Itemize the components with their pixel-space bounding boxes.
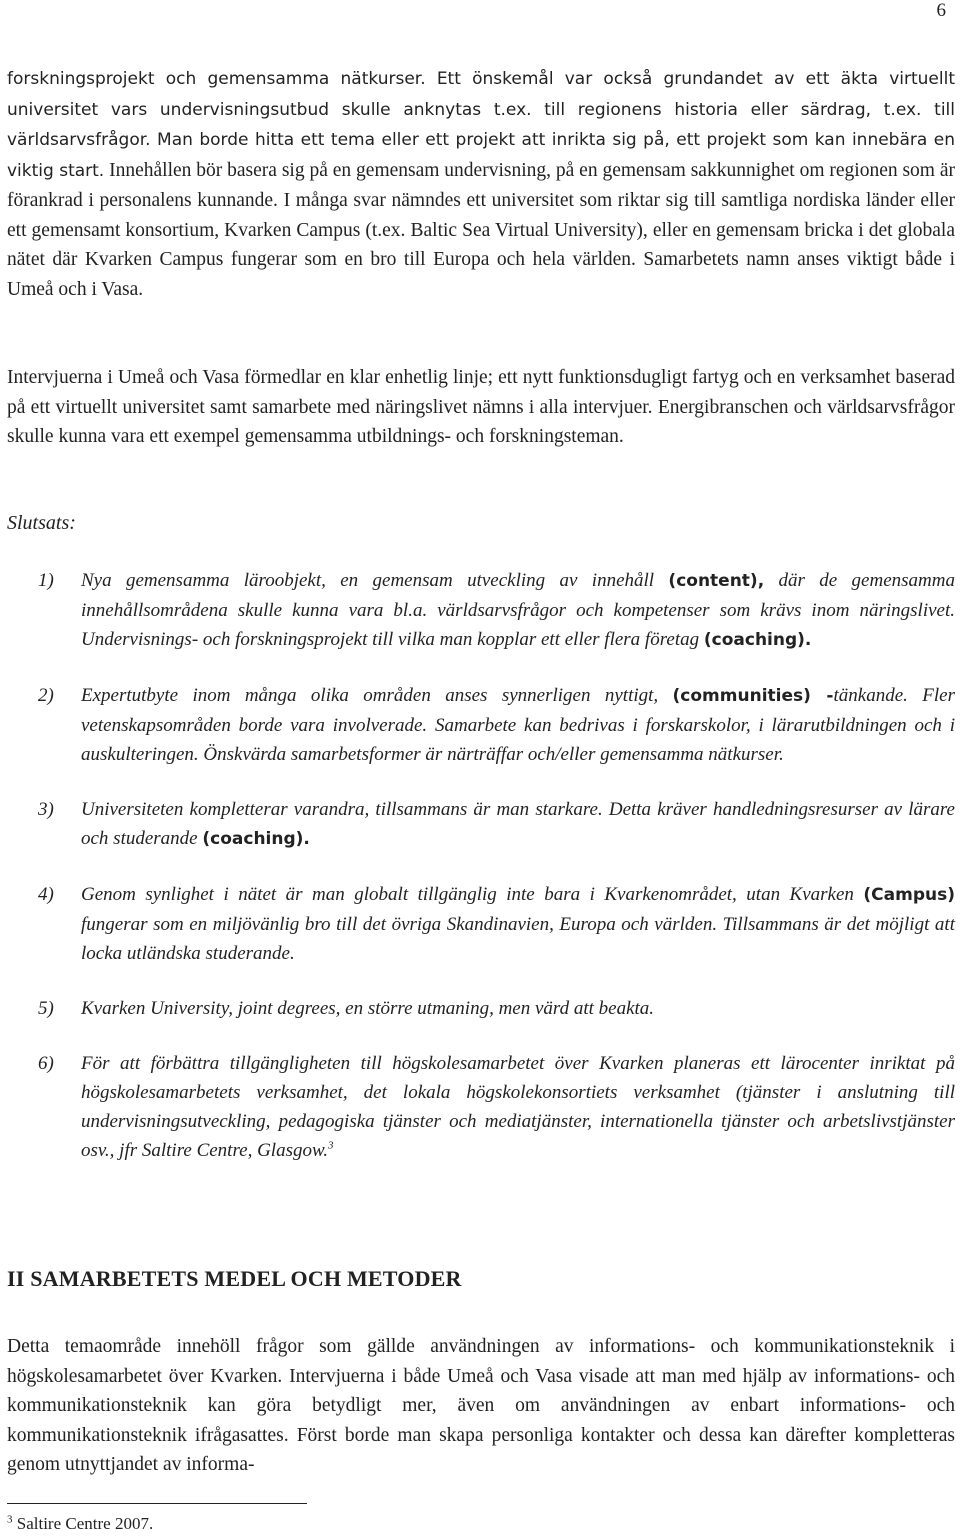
list-item-text: Kvarken University, joint degrees, en större utmaning, men värd att beakta. (81, 998, 655, 1019)
conclusion-label: Slutsats: (7, 512, 76, 534)
list-item (7, 681, 955, 769)
paragraph-1 (7, 64, 955, 304)
list-item (7, 994, 955, 1023)
footnote-divider (7, 1503, 307, 1504)
list-item-text: För att förbättra tillgängligheten till högskolesamarbetet över Kvarken planeras ett lärocenter inriktat på högskolesamarbetets verksamhet, det lokala högskolekonsortiets verksamhet (tjänster i anslutning till undervisningsutveckling, pedagogiska tjänster och mediatjänster, internationella tjänster och arbetslivstjänster osv., jfr Saltire Centre, Glasgow. (81, 1053, 955, 1161)
paragraph-3: Detta temaområde innehöll frågor som gällde användningen av informations- och kommunikationsteknik i högskolesamarbetet över Kvarken. Intervjuerna i både Umeå och Vasa visade att man med hjälp av informations- och kommunikationsteknik kan göra betydligt mer, även om användningen av enbart informations- och kommunikationsteknik ifrågasattes. Först borde man skapa personliga kontakter och dessa kan därefter kompletteras genom utnyttjandet av informa- (7, 1336, 955, 1475)
list-item-number: 4) (38, 884, 54, 905)
list-item-number: 1) (38, 570, 54, 591)
list-item-number: 6) (38, 1053, 54, 1074)
paragraph-1-sans-part: forskningsprojekt och gemensamma nätkurser. Ett önskemål var också grundandet av ett äkta virtuellt universitet vars undervisningsutbud skulle anknytas t.ex. till regionens historia eller särdrag, t.ex. till världsarvsfrågor. Man borde hitta ett tema eller ett projekt att inrikta sig på, ett projekt som kan innebära en viktig start. (7, 69, 955, 181)
footnote-text: Saltire Centre 2007. (16, 1514, 154, 1533)
list-item-text: Nya gemensamma läroobjekt, en gemensam utveckling av innehåll (81, 570, 669, 591)
list-item-text: Expertutbyte inom många olika områden anses synnerligen nyttigt, (81, 685, 673, 706)
section-heading: II SAMARBETETS MEDEL OCH METODER (7, 1266, 462, 1291)
list-item-text: fungerar som en miljövänlig bro till det övriga Skandinavien, Europa och världen. Tillsammans är det möjligt att locka utländska studerande. (81, 914, 955, 964)
list-item-text: Genom synlighet i nätet är man globalt tillgänglig inte bara i Kvarkenområdet, utan Kvarken (81, 884, 864, 905)
list-item-bold: (coaching). (703, 630, 812, 650)
paragraph-2: Intervjuerna i Umeå och Vasa förmedlar en klar enhetlig linje; ett nytt funktionsdugligt fartyg och en verksamhet baserad på ett virtuellt universitet samt samarbete med näringslivet nämns i alla intervjuer. Energibranschen och världsarvsfrågor skulle kunna vara ett exempel gemensamma utbildnings- och forskningsteman. (7, 367, 955, 447)
list-item (7, 1049, 955, 1165)
list-item-number: 5) (38, 998, 54, 1019)
list-item-text: där de gemensamma innehållsområdena skulle kunna vara bl.a. världsarvsfrågor och kompetenser som krävs inom näringslivet. Undervisnings- och forskningsprojekt till vilka man kopplar ett eller flera företag (81, 570, 955, 650)
page-number: 6 (936, 0, 946, 21)
list-item-number: 2) (38, 685, 54, 706)
list-item-text: Universiteten kompletterar varandra, tillsammans är man starkare. Detta kräver handledningsresurser av lärare och studerande (81, 799, 955, 849)
footnote-mark: 3 (7, 1513, 13, 1526)
conclusion-list (7, 566, 955, 1165)
list-item (7, 880, 955, 968)
list-item (7, 566, 955, 655)
paragraph-1-serif-part: Innehållen bör basera sig på en gemensam undervisning, på en gemensam sakkunnighet om regionen som är förankrad i personalens kunnande. I många svar nämndes ett universitet som riktar sig till samtliga nordiska länder eller ett gemensamt konsortium, Kvarken Campus (t.ex. Baltic Sea Virtual University), eller en gemensam bricka i det globala nätet där Kvarken Campus fungerar som en bro till Europa och hela världen. Samarbetets namn anses viktigt både i Umeå och i Vasa. (7, 159, 956, 300)
list-item-bold: (coaching). (202, 829, 310, 849)
list-item-bold: (communities) - (672, 686, 834, 706)
footnote (7, 1514, 153, 1534)
list-item-text: tänkande. Fler vetenskapsområden borde vara involverade. Samarbete kan bedrivas i forskarskolor, i lärarutbildningen och i auskulteringen. Önskvärda samarbetsformer är närträffar och/eller gemensamma nätkurser. (81, 685, 955, 765)
list-item-bold: (content), (668, 571, 765, 591)
list-item-number: 3) (38, 799, 54, 820)
list-item (7, 795, 955, 854)
footnote-reference[interactable]: 3 (328, 1139, 334, 1152)
list-item-bold: (Campus) (863, 885, 955, 905)
